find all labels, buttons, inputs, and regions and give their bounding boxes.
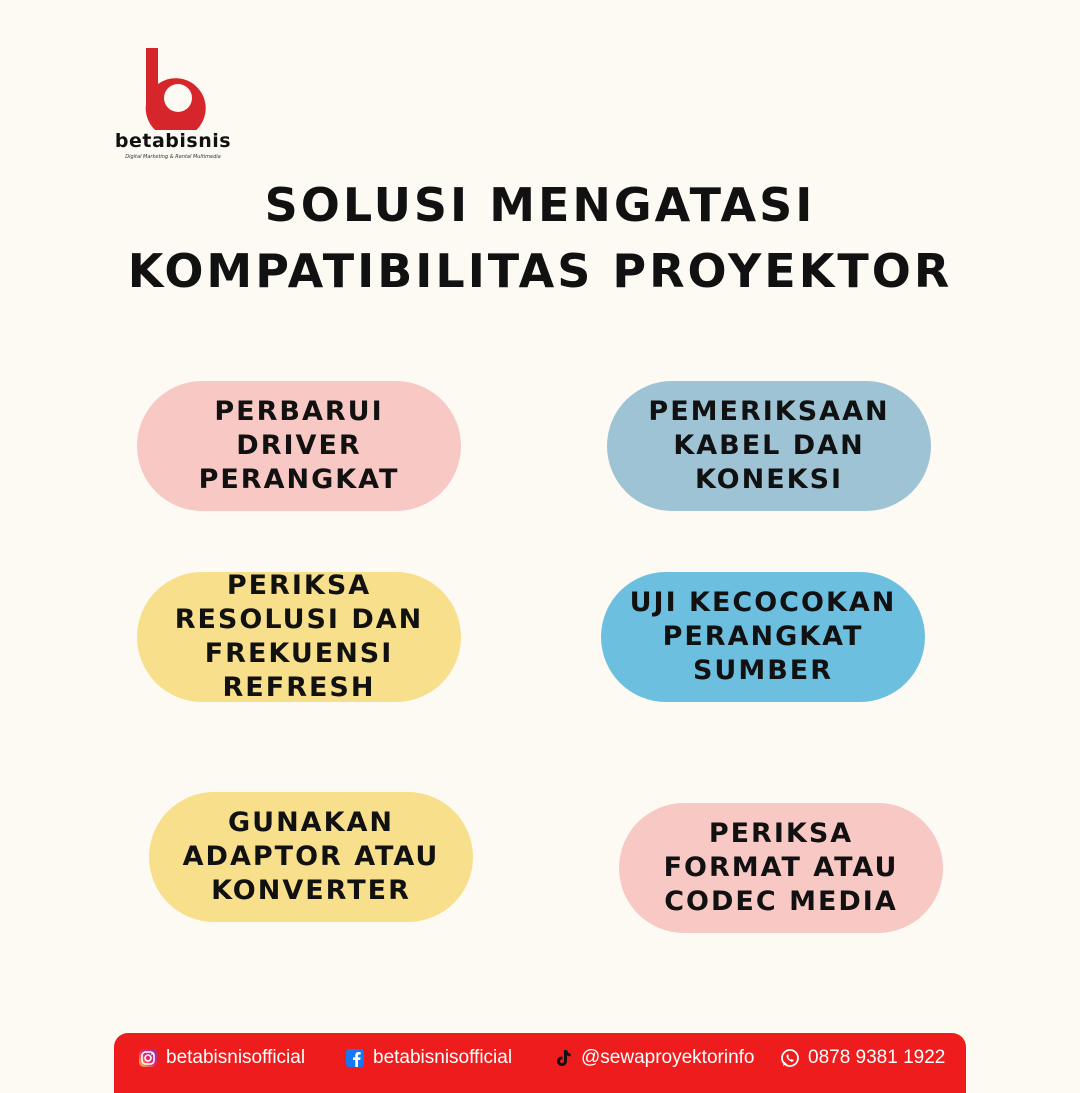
facebook-icon xyxy=(345,1048,365,1068)
page-title xyxy=(90,172,990,304)
whatsapp-icon xyxy=(780,1048,800,1068)
solution-card-test-source-device: UJI KECOCOKAN PERANGKAT SUMBER xyxy=(601,572,925,702)
tiktok-contact[interactable] xyxy=(555,1046,754,1070)
whatsapp-contact[interactable] xyxy=(780,1046,945,1070)
page-title-line-1: SOLUSI MENGATASI xyxy=(264,178,816,232)
solution-card-check-media-format: PERIKSA FORMAT ATAU CODEC MEDIA xyxy=(619,803,943,933)
brand-tagline: Digital Marketing & Rental Multimedia xyxy=(125,154,221,160)
brand-name: betabisnis xyxy=(114,130,232,152)
facebook-contact[interactable] xyxy=(345,1046,512,1070)
facebook-handle: betabisnisofficial xyxy=(373,1047,513,1068)
instagram-icon xyxy=(138,1048,158,1068)
tiktok-icon xyxy=(555,1048,573,1068)
solution-card-use-adapter: GUNAKAN ADAPTOR ATAU KONVERTER xyxy=(149,792,473,922)
solution-card-check-cable: PEMERIKSAAN KABEL DAN KONEKSI xyxy=(607,381,931,511)
brand-logo-mark xyxy=(134,44,214,130)
solution-card-check-resolution: PERIKSA RESOLUSI DAN FREKUENSI REFRESH xyxy=(137,572,461,702)
page-title-line-2: KOMPATIBILITAS PROYEKTOR xyxy=(127,244,953,298)
instagram-handle: betabisnisofficial xyxy=(166,1047,306,1068)
solution-card-update-driver: PERBARUI DRIVER PERANGKAT xyxy=(137,381,461,511)
whatsapp-number: 0878 9381 1922 xyxy=(808,1047,946,1068)
brand-logo xyxy=(108,44,248,174)
tiktok-handle: @sewaproyektorinfo xyxy=(581,1047,755,1068)
instagram-contact[interactable] xyxy=(138,1046,305,1070)
